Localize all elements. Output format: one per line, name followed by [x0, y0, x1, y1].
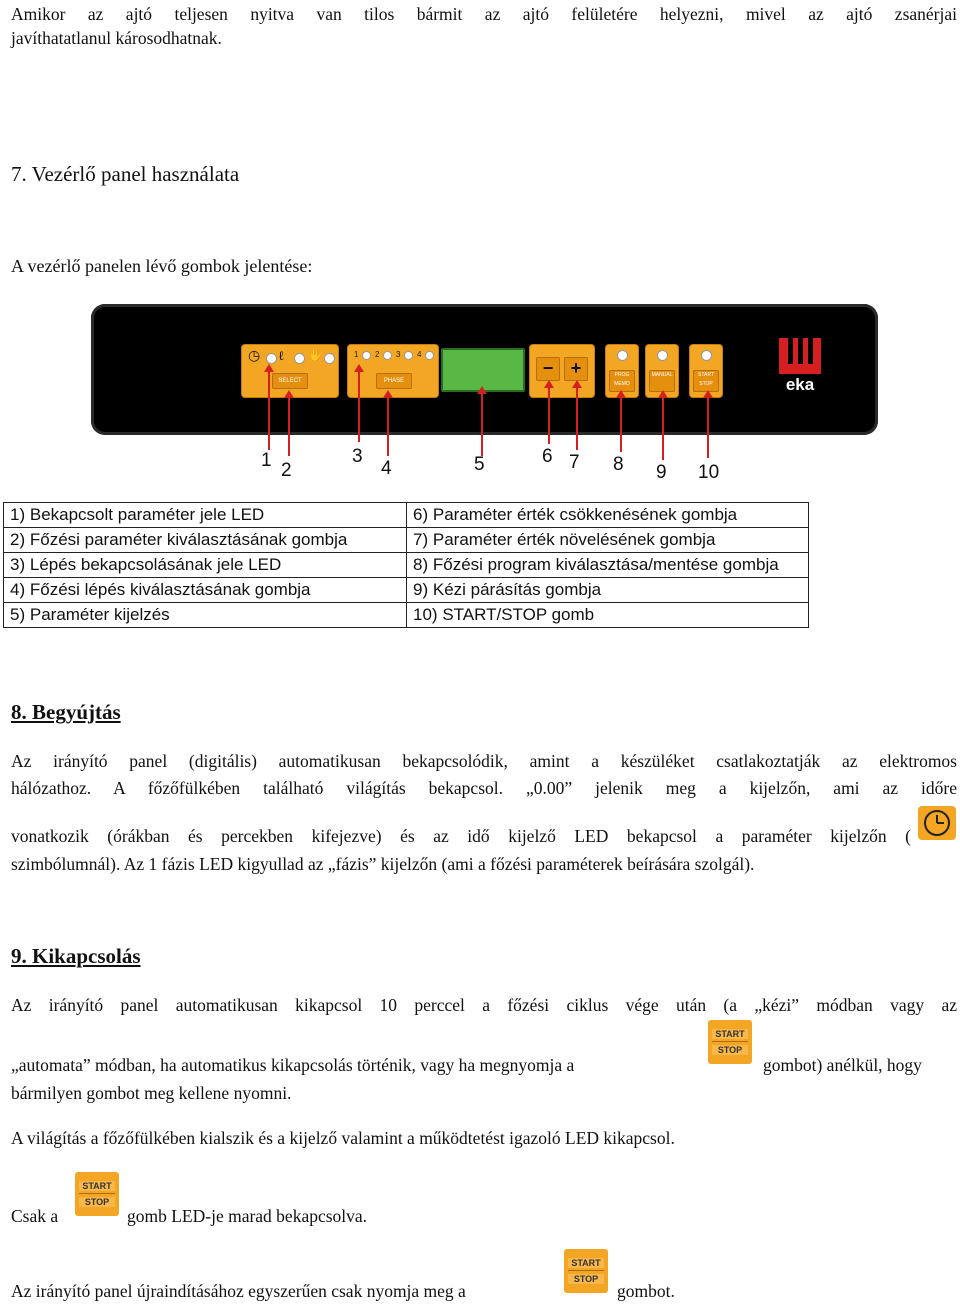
section-9-line-2b: gombot) anélkül, hogy	[763, 1055, 922, 1075]
legend-cell	[4, 603, 407, 628]
arrow-10	[707, 396, 709, 458]
start-stop-icon	[564, 1249, 608, 1293]
phase-led-3	[404, 351, 413, 360]
legend-number: 4)	[10, 580, 26, 599]
legend-text: Lépés bekapcsolásának jele LED	[29, 555, 282, 574]
table-row	[4, 528, 809, 553]
phase-number-1: 1	[354, 350, 359, 359]
table-row	[4, 603, 809, 628]
callout-6: 6	[542, 446, 553, 467]
section-8-line-2: hálózathoz. A főzőfülkében található világítás bekapcsol. „0.00” jelenik meg a kijelzőn, ami az időre	[11, 778, 957, 798]
section-9-line-5b: gomb LED-je marad bekapcsolva.	[127, 1206, 368, 1226]
callout-2: 2	[281, 460, 292, 481]
value-button-group	[529, 344, 595, 398]
phase-led-1	[362, 351, 371, 360]
phase-button[interactable]: PHASE	[376, 373, 412, 389]
legend-number: 10)	[413, 605, 438, 624]
eka-logo	[779, 338, 821, 396]
legend-cell	[407, 603, 809, 628]
legend-cell	[4, 578, 407, 603]
arrow-4	[387, 396, 389, 456]
section-8-line-4: szimbólumnál). Az 1 fázis LED kigyullad az „fázis” kijelzőn (ami a főzési paraméterek beírására szolgál).	[11, 854, 755, 874]
phase-led-2	[383, 351, 392, 360]
select-button[interactable]: SELECT	[272, 373, 308, 389]
manual-led	[657, 350, 668, 361]
legend-number: 5)	[10, 605, 26, 624]
stop-text: STOP	[712, 1045, 748, 1055]
intro-line-2: javíthatatlanul károsodhatnak.	[11, 28, 222, 48]
section-9-line-4: A világítás a főzőfülkében kialszik és a kijelző valamint a működtetést igazoló LED kikapcsol.	[11, 1128, 675, 1148]
section-9-line-6b: gombot.	[617, 1281, 675, 1301]
legend-table	[3, 502, 809, 628]
section-9-line-3: bármilyen gombot meg kellene nyomni.	[11, 1083, 292, 1103]
stop-text: STOP	[79, 1197, 115, 1207]
legend-cell	[407, 503, 809, 528]
section-9-title: 9. Kikapcsolás	[11, 944, 141, 968]
legend-number: 7)	[413, 530, 429, 549]
arrow-8	[620, 396, 622, 452]
callout-10: 10	[698, 462, 720, 483]
arrow-7	[576, 386, 578, 450]
start-stop-icon	[708, 1020, 752, 1064]
legend-text: Főzési program kiválasztása/mentése gombja	[432, 555, 779, 574]
start-stop-button[interactable]: START STOP	[693, 370, 719, 392]
thermometer-icon: ℓ	[278, 348, 285, 363]
section-9-line-5a: Csak a	[11, 1206, 59, 1226]
legend-text: Bekapcsolt paraméter jele LED	[29, 505, 265, 524]
callout-5: 5	[474, 454, 485, 475]
prog-led	[617, 350, 628, 361]
legend-text: Paraméter kijelzés	[29, 605, 170, 624]
stop-text: STOP	[568, 1274, 604, 1284]
callout-8: 8	[613, 454, 624, 475]
legend-number: 2)	[10, 530, 26, 549]
table-row	[4, 578, 809, 603]
section-9-line-1: Az irányító panel automatikusan kikapcsol 10 perccel a főzési ciklus vége után (a „kézi” módban vagy az	[11, 995, 957, 1015]
section-8-line-3: vonatkozik (órákban és percekben kifejezve) és az idő kijelző LED bekapcsol a paraméter kijelzőn (	[11, 826, 911, 846]
legend-text: Főzési lépés kiválasztásának gombja	[29, 580, 311, 599]
section-8-line-1: Az irányító panel (digitális) automatikusan bekapcsolódik, amint a készüléket csatlakoztatják az elektromos	[11, 751, 957, 771]
phase-number-3: 3	[396, 350, 401, 359]
legend-text: START/STOP gomb	[442, 605, 595, 624]
param-led-1	[266, 353, 277, 364]
clock-icon	[918, 806, 956, 840]
phase-number-4: 4	[417, 350, 422, 359]
section-7-subtitle: A vezérlő panelen lévő gombok jelentése:	[11, 256, 313, 276]
legend-number: 9)	[413, 580, 429, 599]
intro-line-1: Amikor az ajtó teljesen nyitva van tilos bármit az ajtó felületére helyezni, mivel az ajtó zsanérjai	[11, 4, 957, 24]
plus-button[interactable]: +	[564, 357, 588, 381]
arrow-6	[548, 386, 550, 444]
legend-text: Paraméter érték csökkenésének gombja	[432, 505, 738, 524]
arrow-1	[268, 370, 270, 450]
legend-text: Főzési paraméter kiválasztásának gombja	[29, 530, 348, 549]
legend-text: Paraméter érték növelésének gombja	[432, 530, 716, 549]
arrow-5	[481, 392, 483, 456]
clock-icon: ◷	[248, 349, 261, 364]
manual-button[interactable]: MANUAL	[649, 370, 675, 392]
start-text: START	[712, 1029, 748, 1039]
legend-cell	[407, 578, 809, 603]
section-9-line-6a: Az irányító panel újraindításához egyszerűen csak nyomja meg a	[11, 1281, 466, 1301]
callout-1: 1	[261, 450, 272, 471]
legend-cell	[4, 553, 407, 578]
start-text: START	[568, 1258, 604, 1268]
section-7-title: 7. Vezérlő panel használata	[11, 162, 240, 186]
section-9-line-2a: „automata” módban, ha automatikus kikapcsolás történik, vagy ha megnyomja a	[11, 1055, 575, 1075]
param-led-2	[294, 353, 305, 364]
steam-hand-icon: ✋	[308, 348, 323, 362]
legend-number: 3)	[10, 555, 26, 574]
eka-logo-text: eka	[785, 375, 815, 394]
callout-4: 4	[381, 458, 392, 479]
arrow-9	[662, 396, 664, 460]
callout-7: 7	[569, 452, 580, 473]
table-row	[4, 553, 809, 578]
table-row	[4, 503, 809, 528]
callout-9: 9	[656, 462, 667, 483]
legend-number: 1)	[10, 505, 26, 524]
legend-number: 8)	[413, 555, 429, 574]
callout-3: 3	[352, 446, 363, 467]
control-panel	[91, 304, 878, 435]
param-led-3	[324, 353, 335, 364]
phase-number-2: 2	[375, 350, 380, 359]
section-8-title: 8. Begyújtás	[11, 700, 121, 724]
legend-number: 6)	[413, 505, 429, 524]
legend-cell	[407, 553, 809, 578]
arrow-3	[358, 370, 360, 442]
start-text: START	[79, 1181, 115, 1191]
start-led	[701, 350, 712, 361]
legend-cell	[4, 503, 407, 528]
arrow-2	[288, 396, 290, 456]
phase-led-4	[425, 351, 434, 360]
prog-memo-button[interactable]: PROG MEMO	[609, 370, 635, 392]
start-stop-icon	[75, 1172, 119, 1216]
minus-button[interactable]: −	[536, 357, 560, 381]
legend-cell	[407, 528, 809, 553]
legend-cell	[4, 528, 407, 553]
legend-text: Kézi párásítás gombja	[432, 580, 602, 599]
